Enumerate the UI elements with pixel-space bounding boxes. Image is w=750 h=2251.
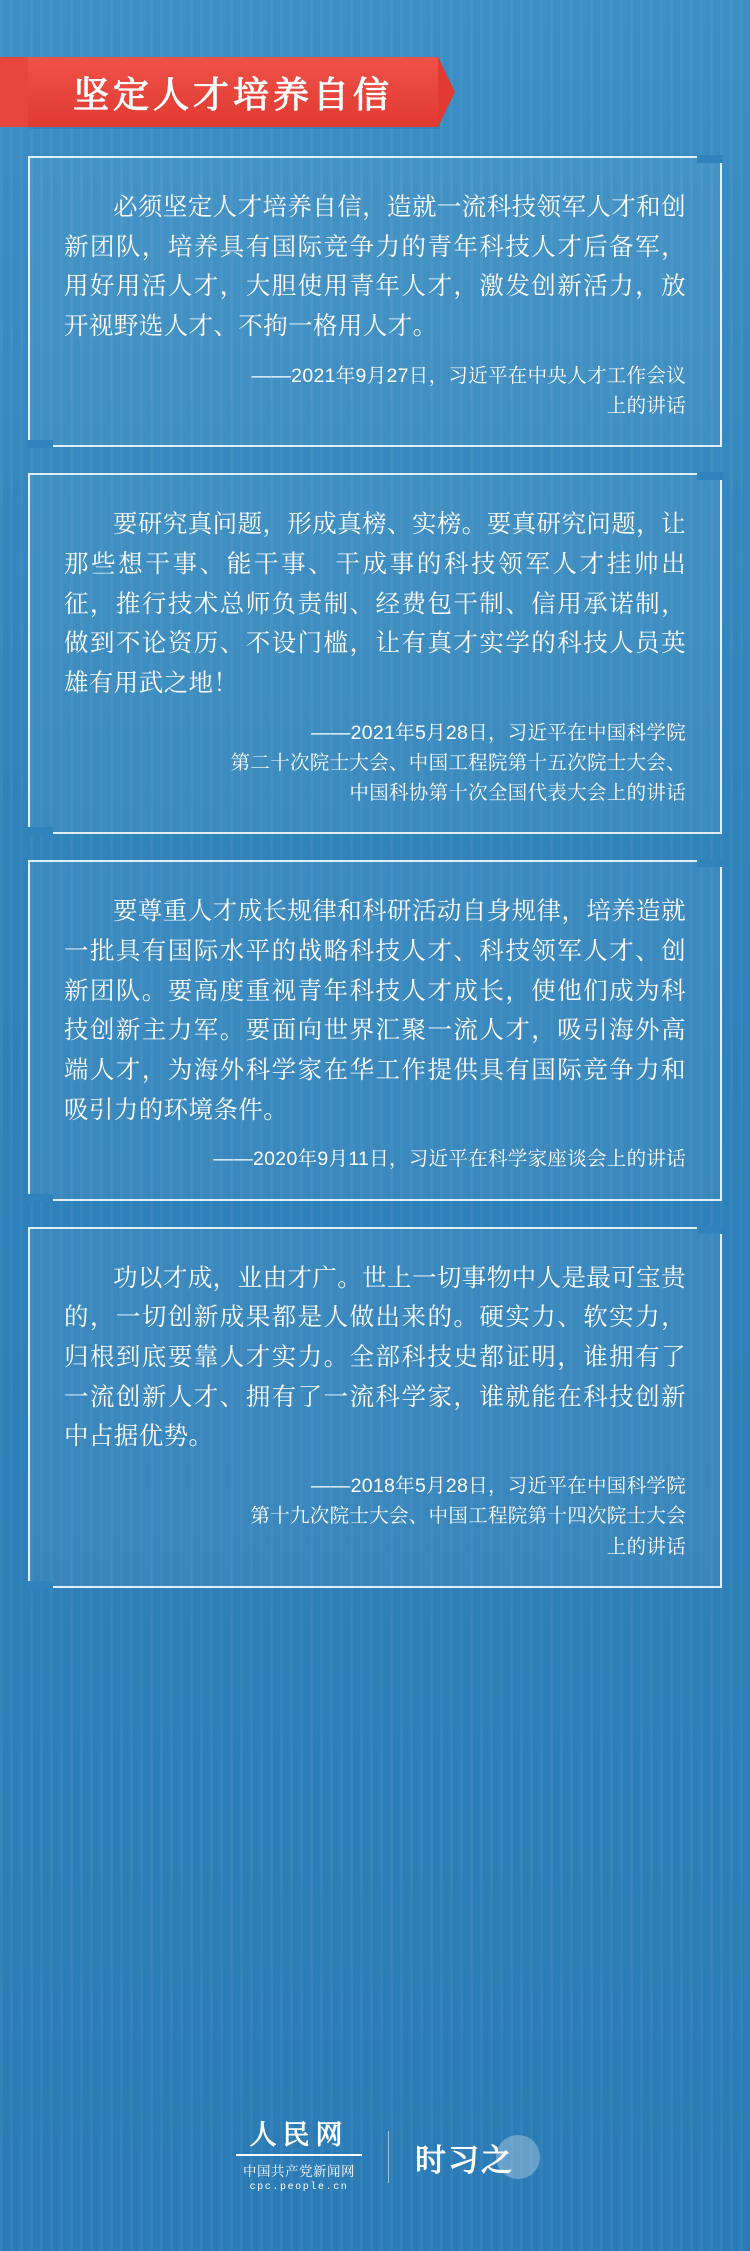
title-banner (28, 57, 438, 127)
quote-source-line: ——2020年9月11日，习近平在科学家座谈会上的讲话 (213, 1148, 686, 1171)
quote-card-list (0, 156, 750, 1614)
quote-text: 要研究真问题，形成真榜、实榜。要真研究问题，让那些想干事、能干事、干成事的科技领军人才挂帅出征，推行技术总师负责制、经费包干制、信用承诺制，做到不论资历、不设门槛，让有真才实学的科技人员英雄有用武之地！ (64, 511, 686, 697)
quote-source-line: 上的讲话 (606, 1535, 686, 1558)
quote-source-line: 上的讲话 (606, 394, 686, 417)
quote-card (28, 860, 722, 1200)
quote-source-line: 中国科协第十次全国代表大会上的讲话 (349, 782, 686, 805)
quote-card (28, 156, 722, 447)
footer (0, 2119, 750, 2193)
quote-card (28, 1227, 722, 1588)
quote-source-line: ——2021年5月28日，习近平在中国科学院 (310, 721, 686, 744)
people-cn-logo (236, 2119, 362, 2193)
people-cn-logo-subtitle: 中国共产党新闻网 (243, 2164, 355, 2179)
shixizhi-brand (415, 2135, 514, 2180)
quote-source-line: ——2021年9月27日，习近平在中央人才工作会议 (251, 364, 686, 387)
quote-source-line: ——2018年5月28日，习近平在中国科学院 (310, 1475, 686, 1498)
quote-text: 功以才成，业由才广。世上一切事物中人是最可宝贵的，一切创新成果都是人做出来的。硬实力、软实力，归根到底要靠人才实力。全部科技史都证明，谁拥有了一流创新人才、拥有了一流科学家，谁就能在科技创新中占据优势。 (64, 1264, 686, 1451)
quote-source (64, 1144, 686, 1174)
shixizhi-brand-text: 时习之 (415, 2142, 514, 2179)
quote-source-line: 第二十次院士大会、中国工程院第十五次院士大会、 (230, 751, 686, 774)
quote-source-line: 第十九次院士大会、中国工程院第十四次院士大会 (250, 1505, 686, 1528)
footer-divider (388, 2131, 389, 2183)
quote-card (28, 473, 722, 834)
quote-text: 必须坚定人才培养自信，造就一流科技领军人才和创新团队，培养具有国际竞争力的青年科技人才后备军，用好用活人才，大胆使用青年人才，激发创新活力，放开视野选人才、不拘一格用人才。 (64, 194, 686, 341)
logo-divider (236, 2154, 362, 2156)
quote-text: 要尊重人才成长规律和科研活动自身规律，培养造就一批具有国际水平的战略科技人才、科技领军人才、创新团队。要高度重视青年科技人才成长，使他们成为科技创新主力军。要面向世界汇聚一流人才，吸引海外高端人才，为海外科学家在华工作提供具有国际竞争力和吸引力的环境条件。 (64, 898, 686, 1124)
quote-source (64, 1471, 686, 1562)
page-title: 坚定人才培养自信 (72, 73, 393, 115)
quote-source (64, 718, 686, 809)
people-cn-logo-title: 人民网 (249, 2119, 349, 2151)
quote-source (64, 361, 686, 421)
people-cn-logo-url: cpc.people.cn (249, 2182, 349, 2193)
